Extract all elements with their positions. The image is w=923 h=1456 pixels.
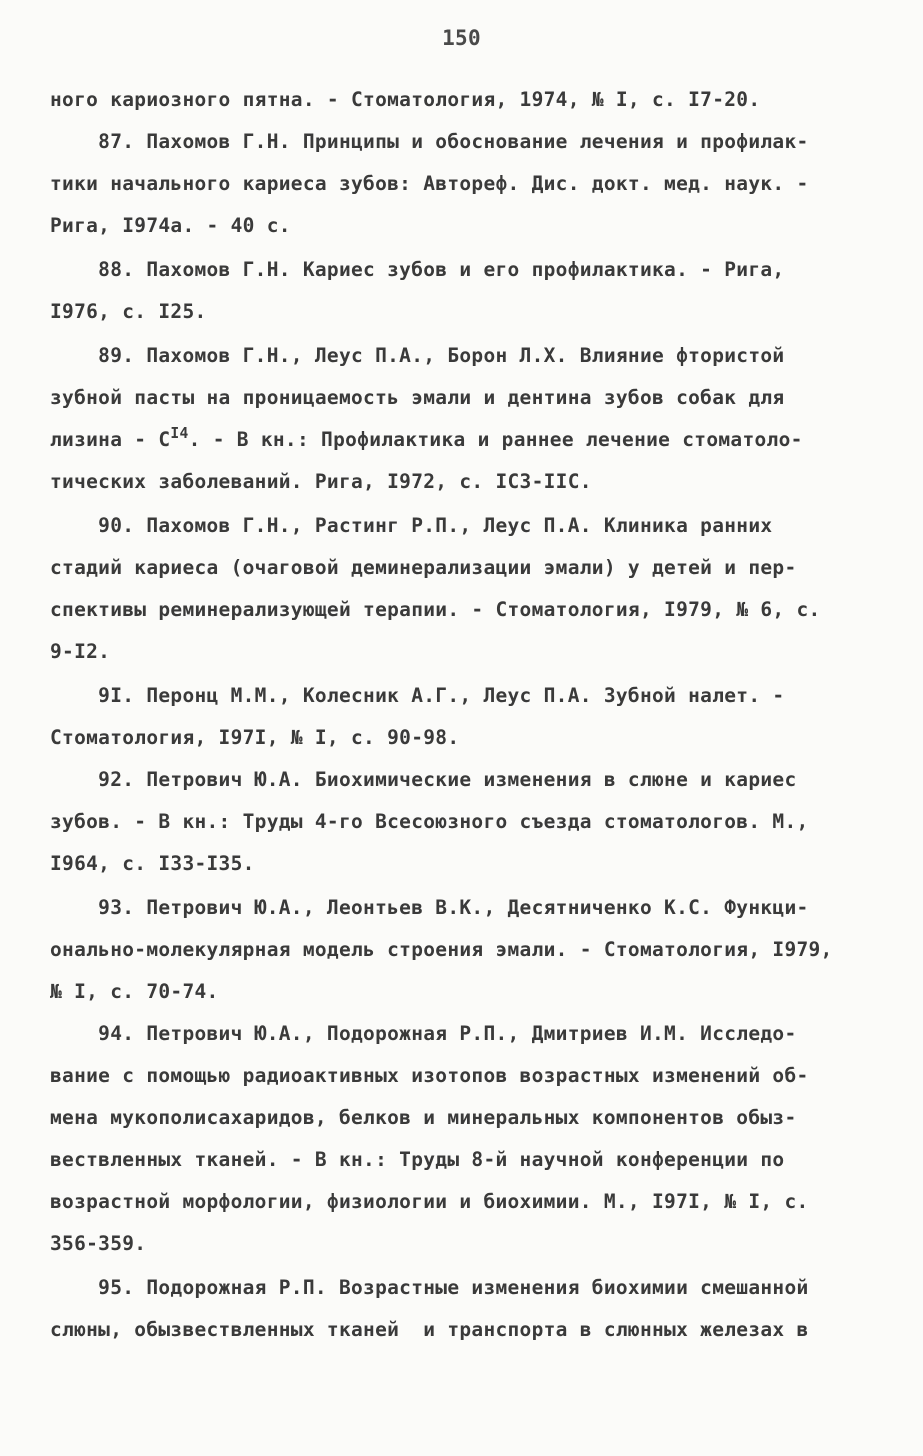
page-number: 150: [442, 26, 481, 50]
text-line: № I, с. 70-74.: [50, 980, 219, 1003]
text-segment: . - В кн.: Профилактика и раннее лечение стоматоло-: [188, 428, 803, 451]
text-line: стадий кариеса (очаговой деминерализации эмали) у детей и пер-: [50, 556, 797, 579]
text-segment: лизина - C: [50, 428, 171, 451]
text-line: 92. Петрович Ю.А. Биохимические изменения в слюне и кариес: [50, 768, 797, 791]
text-line: 88. Пахомов Г.Н. Кариес зубов и его профилактика. - Рига,: [50, 258, 785, 281]
text-line: возрастной морфологии, физиологии и биохимии. М., I97I, № I, с.: [50, 1190, 809, 1213]
text-line: 87. Пахомов Г.Н. Принципы и обоснование лечения и профилак-: [50, 130, 809, 153]
text-line-with-superscript: [50, 424, 803, 451]
text-line: зубов. - В кн.: Труды 4-го Всесоюзного съезда стоматологов. М.,: [50, 810, 809, 833]
text-line: мена мукополисахаридов, белков и минеральных компонентов обыз-: [50, 1106, 797, 1129]
text-line: Рига, I974а. - 40 с.: [50, 214, 291, 237]
text-line: тики начального кариеса зубов: Автореф. Дис. докт. мед. наук. -: [50, 172, 809, 195]
text-line: 356-359.: [50, 1232, 147, 1255]
text-line: 89. Пахомов Г.Н., Леус П.А., Борон Л.Х. Влияние фтористой: [50, 344, 785, 367]
superscript: I4: [170, 424, 189, 442]
text-line: вествленных тканей. - В кн.: Труды 8-й научной конференции по: [50, 1148, 785, 1171]
text-line: зубной пасты на проницаемость эмали и дентина зубов собак для: [50, 386, 785, 409]
text-line: 90. Пахомов Г.Н., Растинг Р.П., Леус П.А. Клиника ранних: [50, 514, 773, 537]
text-line: 9I. Перонц М.М., Колесник А.Г., Леус П.А. Зубной налет. -: [50, 684, 785, 707]
text-line: Стоматология, I97I, № I, с. 90-98.: [50, 726, 460, 749]
text-line: слюны, обызвествленных тканей и транспорта в слюнных железах в: [50, 1318, 809, 1341]
text-line: спективы реминерализующей терапии. - Стоматология, I979, № 6, с.: [50, 598, 821, 621]
text-line: I964, с. I33-I35.: [50, 852, 255, 875]
text-line: 9-I2.: [50, 640, 111, 663]
text-line: 95. Подорожная Р.П. Возрастные изменения биохимии смешанной: [50, 1276, 809, 1299]
text-line: 93. Петрович Ю.А., Леонтьев В.К., Десятниченко К.С. Функци-: [50, 896, 809, 919]
text-line: ного кариозного пятна. - Стоматология, 1974, № I, с. I7-20.: [50, 88, 761, 111]
text-line: I976, с. I25.: [50, 300, 207, 323]
text-line: 94. Петрович Ю.А., Подорожная Р.П., Дмитриев И.М. Исследо-: [50, 1022, 797, 1045]
text-line: онально-молекулярная модель строения эмали. - Стоматология, I979,: [50, 938, 833, 961]
text-line: тических заболеваний. Рига, I972, с. IC3-IIC.: [50, 470, 592, 493]
text-line: вание с помощью радиоактивных изотопов возрастных изменений об-: [50, 1064, 809, 1087]
